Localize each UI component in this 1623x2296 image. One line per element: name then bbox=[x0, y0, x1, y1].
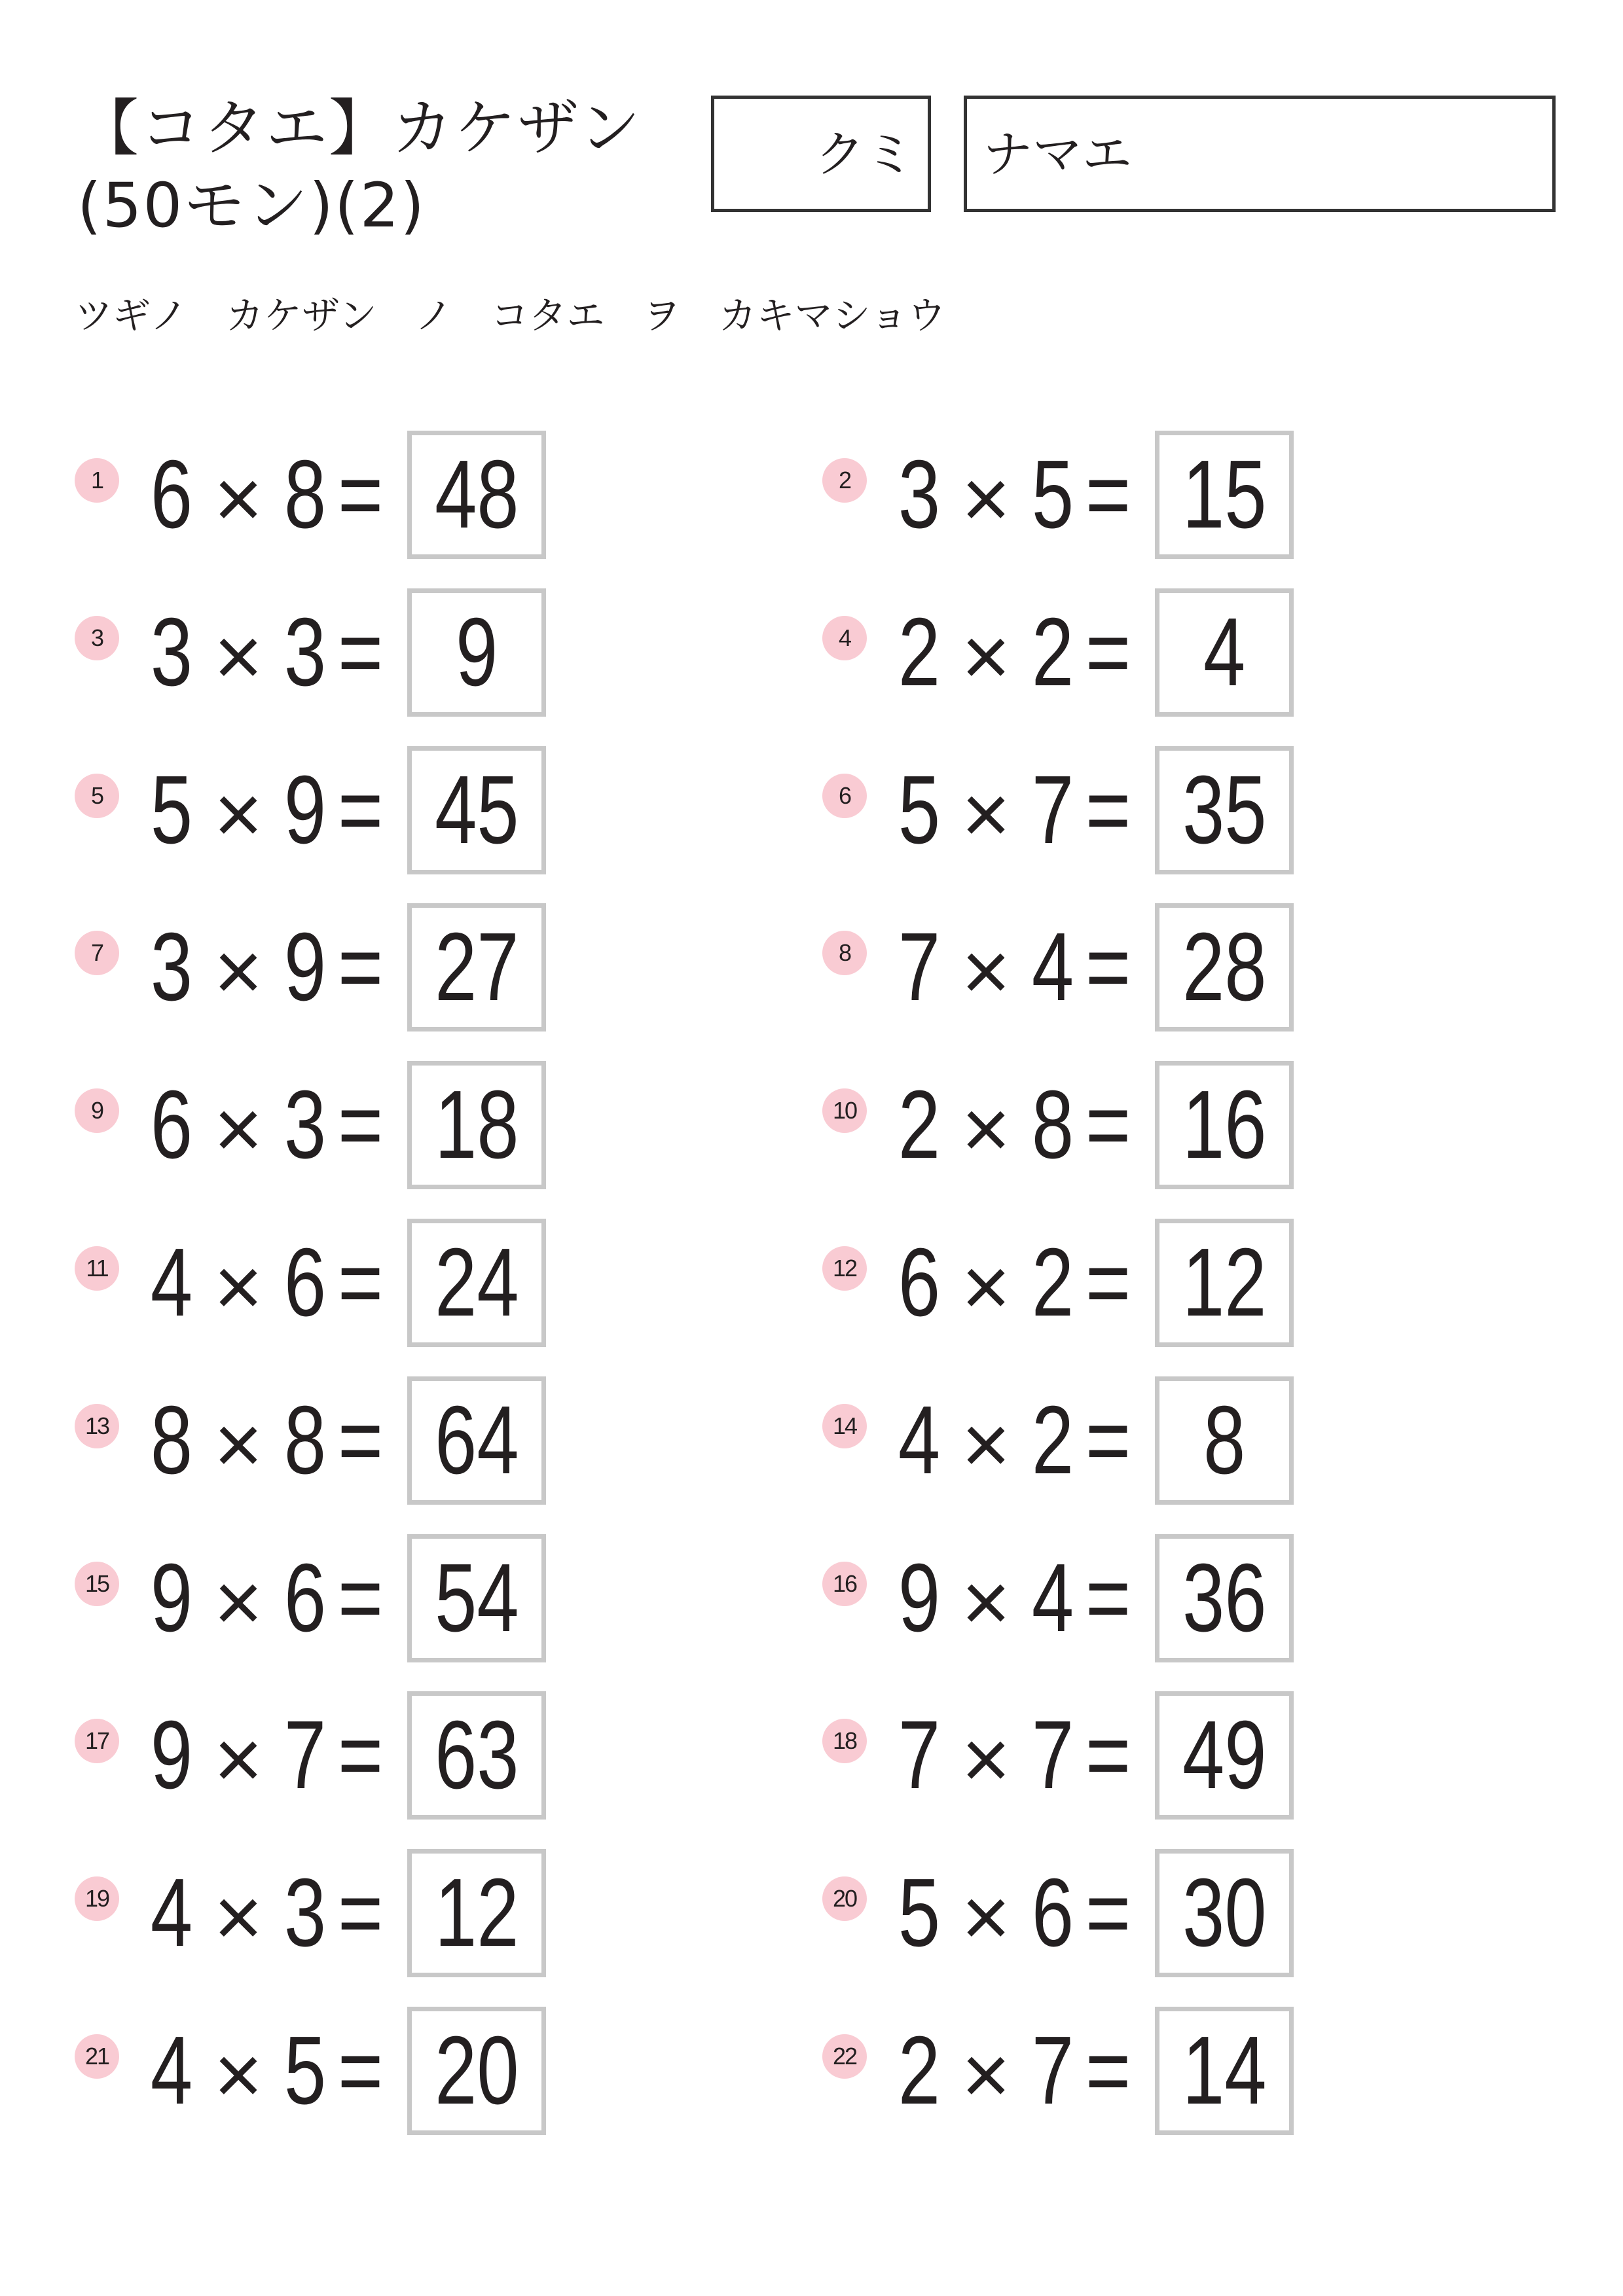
operand-a: 6 bbox=[898, 1229, 941, 1336]
operand-b: 3 bbox=[283, 1071, 327, 1179]
problem-item bbox=[822, 1376, 1307, 1505]
problem-number-badge: 11 bbox=[75, 1246, 119, 1291]
page-title bbox=[77, 90, 642, 245]
problem-number-badge: 22 bbox=[822, 2034, 867, 2079]
operand-a: 3 bbox=[898, 440, 941, 548]
equals-sign: = bbox=[1085, 1859, 1131, 1967]
operand-a: 6 bbox=[150, 1071, 193, 1179]
problem-expression bbox=[892, 903, 1133, 1031]
answer-box[interactable] bbox=[407, 1061, 546, 1189]
multiply-sign: × bbox=[961, 925, 1011, 1018]
operand-a: 4 bbox=[150, 2017, 193, 2125]
problem-number-badge: 17 bbox=[75, 1719, 119, 1763]
operand-a: 3 bbox=[150, 913, 193, 1021]
answer-value: 16 bbox=[1182, 1071, 1267, 1179]
problem-item bbox=[75, 1849, 559, 1977]
problem-number-badge: 5 bbox=[75, 774, 119, 818]
problem-item bbox=[822, 903, 1307, 1031]
problem-expression bbox=[144, 1376, 385, 1505]
answer-value: 36 bbox=[1182, 1544, 1267, 1652]
multiply-sign: × bbox=[961, 1871, 1011, 1964]
equals-sign: = bbox=[1085, 913, 1131, 1021]
problem-item bbox=[75, 2007, 559, 2135]
problem-expression bbox=[892, 1219, 1133, 1347]
multiply-sign: × bbox=[213, 2028, 263, 2122]
operand-b: 8 bbox=[283, 440, 327, 548]
operand-a: 8 bbox=[150, 1386, 193, 1494]
equals-sign: = bbox=[338, 1071, 384, 1179]
problem-expression bbox=[144, 1534, 385, 1662]
equals-sign: = bbox=[338, 913, 384, 1021]
operand-b: 2 bbox=[1031, 1229, 1074, 1336]
name-label: ナマエ bbox=[983, 125, 1132, 183]
operand-a: 4 bbox=[150, 1859, 193, 1967]
operand-a: 4 bbox=[150, 1229, 193, 1336]
answer-box[interactable] bbox=[407, 588, 546, 717]
multiply-sign: × bbox=[213, 1398, 263, 1492]
answer-box[interactable] bbox=[407, 1849, 546, 1977]
problem-number-badge: 10 bbox=[822, 1088, 867, 1133]
answer-value: 28 bbox=[1182, 913, 1267, 1021]
problem-number-badge: 1 bbox=[75, 458, 119, 503]
answer-box[interactable] bbox=[1155, 1061, 1294, 1189]
multiply-sign: × bbox=[961, 452, 1011, 546]
problem-expression bbox=[144, 1219, 385, 1347]
problem-number-badge: 3 bbox=[75, 616, 119, 660]
problem-number-badge: 21 bbox=[75, 2034, 119, 2079]
problem-expression bbox=[892, 2007, 1133, 2135]
operand-a: 2 bbox=[898, 1071, 941, 1179]
operand-a: 2 bbox=[898, 2017, 941, 2125]
problem-number-badge: 16 bbox=[822, 1562, 867, 1606]
answer-box[interactable] bbox=[407, 1691, 546, 1820]
operand-b: 5 bbox=[283, 2017, 327, 2125]
answer-box[interactable] bbox=[1155, 1849, 1294, 1977]
operand-b: 6 bbox=[1031, 1859, 1074, 1967]
multiply-sign: × bbox=[961, 1083, 1011, 1176]
operand-a: 9 bbox=[150, 1701, 193, 1809]
answer-value: 45 bbox=[434, 756, 519, 864]
answer-value: 35 bbox=[1182, 756, 1267, 864]
equals-sign: = bbox=[338, 598, 384, 706]
operand-a: 5 bbox=[898, 1859, 941, 1967]
answer-box[interactable] bbox=[407, 1219, 546, 1347]
multiply-sign: × bbox=[961, 1556, 1011, 1649]
multiply-sign: × bbox=[213, 610, 263, 704]
problem-number-badge: 20 bbox=[822, 1876, 867, 1921]
operand-a: 9 bbox=[898, 1544, 941, 1652]
equals-sign: = bbox=[1085, 1229, 1131, 1336]
multiply-sign: × bbox=[961, 768, 1011, 861]
problem-item bbox=[75, 1219, 559, 1347]
problem-expression bbox=[892, 1061, 1133, 1189]
problem-item bbox=[75, 903, 559, 1031]
problem-item bbox=[822, 588, 1307, 717]
operand-b: 4 bbox=[1031, 1544, 1074, 1652]
answer-value: 12 bbox=[434, 1859, 519, 1967]
operand-b: 5 bbox=[1031, 440, 1074, 548]
problem-number-badge: 13 bbox=[75, 1404, 119, 1448]
equals-sign: = bbox=[338, 2017, 384, 2125]
equals-sign: = bbox=[1085, 2017, 1131, 2125]
answer-box[interactable] bbox=[1155, 2007, 1294, 2135]
multiply-sign: × bbox=[213, 1556, 263, 1649]
answer-box[interactable] bbox=[1155, 1691, 1294, 1820]
problem-item bbox=[822, 1219, 1307, 1347]
answer-box[interactable] bbox=[407, 1376, 546, 1505]
answer-value: 54 bbox=[434, 1544, 519, 1652]
problem-number-badge: 12 bbox=[822, 1246, 867, 1291]
problem-item bbox=[822, 746, 1307, 874]
multiply-sign: × bbox=[961, 610, 1011, 704]
problem-expression bbox=[892, 588, 1133, 717]
name-field[interactable] bbox=[964, 96, 1556, 212]
answer-value: 30 bbox=[1182, 1859, 1267, 1967]
operand-b: 8 bbox=[283, 1386, 327, 1494]
operand-a: 7 bbox=[898, 913, 941, 1021]
answer-box[interactable] bbox=[407, 431, 546, 559]
answer-value: 63 bbox=[434, 1701, 519, 1809]
multiply-sign: × bbox=[213, 452, 263, 546]
problem-number-badge: 18 bbox=[822, 1719, 867, 1763]
problem-item bbox=[822, 1061, 1307, 1189]
multiply-sign: × bbox=[213, 1240, 263, 1334]
operand-a: 9 bbox=[150, 1544, 193, 1652]
operand-b: 3 bbox=[283, 598, 327, 706]
equals-sign: = bbox=[1085, 1071, 1131, 1179]
problem-expression bbox=[892, 431, 1133, 559]
problem-item bbox=[75, 588, 559, 717]
multiply-sign: × bbox=[213, 1713, 263, 1806]
operand-b: 2 bbox=[1031, 598, 1074, 706]
problem-item bbox=[822, 431, 1307, 559]
problem-expression bbox=[892, 1849, 1133, 1977]
problem-expression bbox=[144, 1061, 385, 1189]
multiply-sign: × bbox=[961, 1713, 1011, 1806]
answer-box[interactable] bbox=[1155, 903, 1294, 1031]
problem-item bbox=[75, 1534, 559, 1662]
equals-sign: = bbox=[1085, 756, 1131, 864]
problem-number-badge: 15 bbox=[75, 1562, 119, 1606]
multiply-sign: × bbox=[213, 1871, 263, 1964]
answer-value: 27 bbox=[434, 913, 519, 1021]
answer-value: 9 bbox=[455, 598, 498, 706]
problem-expression bbox=[892, 1534, 1133, 1662]
problem-expression bbox=[144, 588, 385, 717]
problem-expression bbox=[144, 746, 385, 874]
equals-sign: = bbox=[1085, 1701, 1131, 1809]
problem-number-badge: 7 bbox=[75, 931, 119, 975]
problem-expression bbox=[144, 1849, 385, 1977]
problem-item bbox=[75, 746, 559, 874]
operand-b: 4 bbox=[1031, 913, 1074, 1021]
problem-item bbox=[822, 1691, 1307, 1820]
answer-box[interactable] bbox=[1155, 431, 1294, 559]
problem-expression bbox=[892, 1376, 1133, 1505]
answer-box[interactable] bbox=[407, 2007, 546, 2135]
problem-expression bbox=[892, 1691, 1133, 1820]
answer-box[interactable] bbox=[1155, 588, 1294, 717]
operand-b: 9 bbox=[283, 913, 327, 1021]
multiply-sign: × bbox=[961, 1240, 1011, 1334]
answer-value: 18 bbox=[434, 1071, 519, 1179]
problem-item bbox=[75, 431, 559, 559]
problem-item bbox=[822, 1534, 1307, 1662]
equals-sign: = bbox=[1085, 598, 1131, 706]
class-label: クミ bbox=[815, 125, 915, 183]
problem-expression bbox=[892, 746, 1133, 874]
multiply-sign: × bbox=[961, 1398, 1011, 1492]
problem-number-badge: 9 bbox=[75, 1088, 119, 1133]
operand-a: 3 bbox=[150, 598, 193, 706]
operand-a: 5 bbox=[898, 756, 941, 864]
problem-expression bbox=[144, 1691, 385, 1820]
problem-expression bbox=[144, 431, 385, 559]
equals-sign: = bbox=[1085, 440, 1131, 548]
answer-value: 64 bbox=[434, 1386, 519, 1494]
operand-b: 9 bbox=[283, 756, 327, 864]
operand-a: 4 bbox=[898, 1386, 941, 1494]
equals-sign: = bbox=[338, 440, 384, 548]
equals-sign: = bbox=[338, 1386, 384, 1494]
instructions: ツギノ カケザン ノ コタエ ヲ カキマショウ bbox=[75, 293, 946, 338]
equals-sign: = bbox=[338, 756, 384, 864]
problem-number-badge: 6 bbox=[822, 774, 867, 818]
operand-a: 2 bbox=[898, 598, 941, 706]
multiply-sign: × bbox=[213, 768, 263, 861]
equals-sign: = bbox=[1085, 1544, 1131, 1652]
answer-box[interactable] bbox=[1155, 1376, 1294, 1505]
problem-number-badge: 2 bbox=[822, 458, 867, 503]
title-line-2: (50モン)(2) bbox=[77, 170, 426, 242]
answer-value: 24 bbox=[434, 1229, 519, 1336]
operand-b: 7 bbox=[283, 1701, 327, 1809]
operand-b: 2 bbox=[1031, 1386, 1074, 1494]
problem-item bbox=[822, 1849, 1307, 1977]
equals-sign: = bbox=[1085, 1386, 1131, 1494]
answer-box[interactable] bbox=[1155, 1219, 1294, 1347]
problem-expression bbox=[144, 2007, 385, 2135]
operand-b: 6 bbox=[283, 1544, 327, 1652]
problem-item bbox=[75, 1376, 559, 1505]
problem-item bbox=[75, 1061, 559, 1189]
answer-value: 14 bbox=[1182, 2017, 1267, 2125]
problem-item bbox=[822, 2007, 1307, 2135]
operand-b: 8 bbox=[1031, 1071, 1074, 1179]
problem-expression bbox=[144, 903, 385, 1031]
title-line-1: 【コタエ】カケザン bbox=[77, 93, 642, 164]
answer-value: 20 bbox=[434, 2017, 519, 2125]
equals-sign: = bbox=[338, 1701, 384, 1809]
operand-b: 3 bbox=[283, 1859, 327, 1967]
equals-sign: = bbox=[338, 1229, 384, 1336]
operand-a: 7 bbox=[898, 1701, 941, 1809]
answer-box[interactable] bbox=[407, 903, 546, 1031]
problem-number-badge: 14 bbox=[822, 1404, 867, 1448]
operand-a: 6 bbox=[150, 440, 193, 548]
problem-number-badge: 4 bbox=[822, 616, 867, 660]
answer-value: 48 bbox=[434, 440, 519, 548]
answer-box[interactable] bbox=[1155, 1534, 1294, 1662]
class-field[interactable] bbox=[711, 96, 931, 212]
problem-number-badge: 8 bbox=[822, 931, 867, 975]
answer-value: 4 bbox=[1203, 598, 1246, 706]
answer-value: 15 bbox=[1182, 440, 1267, 548]
operand-b: 7 bbox=[1031, 2017, 1074, 2125]
answer-box[interactable] bbox=[1155, 746, 1294, 874]
operand-a: 5 bbox=[150, 756, 193, 864]
answer-value: 12 bbox=[1182, 1229, 1267, 1336]
problem-item bbox=[75, 1691, 559, 1820]
multiply-sign: × bbox=[213, 925, 263, 1018]
operand-b: 6 bbox=[283, 1229, 327, 1336]
answer-box[interactable] bbox=[407, 746, 546, 874]
answer-value: 49 bbox=[1182, 1701, 1267, 1809]
operand-b: 7 bbox=[1031, 756, 1074, 864]
equals-sign: = bbox=[338, 1859, 384, 1967]
answer-value: 8 bbox=[1203, 1386, 1246, 1494]
equals-sign: = bbox=[338, 1544, 384, 1652]
problem-number-badge: 19 bbox=[75, 1876, 119, 1921]
multiply-sign: × bbox=[213, 1083, 263, 1176]
multiply-sign: × bbox=[961, 2028, 1011, 2122]
answer-box[interactable] bbox=[407, 1534, 546, 1662]
operand-b: 7 bbox=[1031, 1701, 1074, 1809]
